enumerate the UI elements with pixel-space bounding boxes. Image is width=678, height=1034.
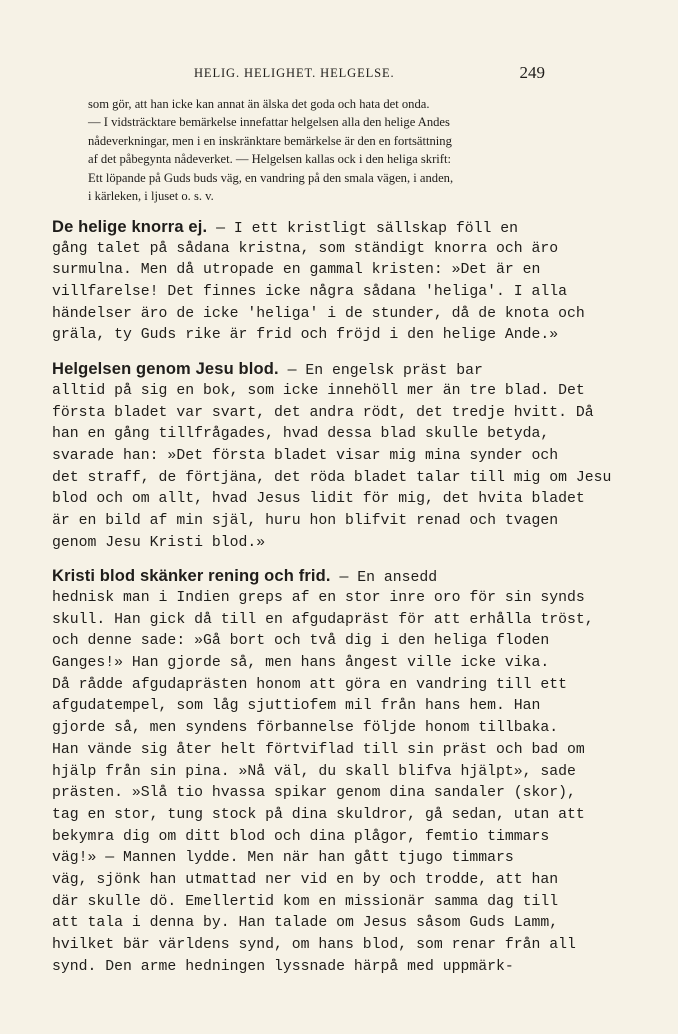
section-helgelsen-genom-jesu-blod <box>52 359 612 554</box>
text-line: genom Jesu Kristi blod.» <box>52 534 266 551</box>
section-gap <box>52 347 545 359</box>
text-line: Ett löpande på Guds buds väg, en vandring på den smala vägen, i anden, <box>88 170 454 185</box>
header-title: HELIG. HELIGHET. HELGELSE. <box>194 66 395 80</box>
text-line: Han vände sig åter helt förtviflad till sin präst och bad om <box>52 741 585 758</box>
text-line: synd. Den arme hedningen lyssnade härpå med uppmärk- <box>52 958 514 975</box>
text-line: Då rådde afgudaprästen honom att göra en vandring till ett <box>52 676 568 693</box>
text-line: Ganges!» Han gjorde så, men hans ångest ville icke vika. <box>52 655 550 672</box>
text-line: afgudatempel, som låg sjuttiofem mil från hans hem. Han <box>52 698 541 715</box>
text-line: väg!» — Mannen lydde. Men när han gått tjugo timmars <box>52 850 514 867</box>
text-line: det straff, de förtjäna, det röda bladet talar till mig om Jesu <box>52 469 612 486</box>
section-de-helige-knorra-ej <box>52 217 585 347</box>
page-number: 249 <box>519 63 545 82</box>
text-line: gång talet på sådana kristna, som ständigt knorra och äro <box>52 240 559 257</box>
text-line: väg, sjönk han utmattad ner vid en by och trodde, att han <box>52 871 559 888</box>
text-line: hednisk man i Indien greps af en stor inre oro för sin synds <box>52 590 585 606</box>
section-heading: Kristi blod skänker rening och frid. <box>52 567 331 586</box>
text-line: att tala i denna by. Han talade om Jesus såsom Guds Lamm, <box>52 915 559 932</box>
section-first-line <box>52 566 545 588</box>
text-line-start: — En engelsk präst bar <box>278 363 483 380</box>
text-line: surmulna. Men då utropade en gammal kristen: »Det är en <box>52 262 541 279</box>
section-first-line <box>52 359 545 381</box>
intro-paragraph <box>88 95 545 205</box>
text-line: han en gång tillfrågades, hvad dessa blad skulle betyda, <box>52 426 550 443</box>
text-line: bekymra dig om ditt blod och dina plågor, femtio timmars <box>52 828 550 845</box>
text-line: hjälp från sin pina. »Nå väl, du skall blifva hjälpt», sade <box>52 763 576 780</box>
text-line: är en bild af min själ, huru hon blifvit renad och tvagen <box>52 512 559 529</box>
text-line: villfarelse! Det finnes icke några sådana 'heliga'. I alla <box>52 284 568 301</box>
text-line: hvilket bär världens synd, om hans blod, som renar från all <box>52 937 576 953</box>
text-line: gjorde så, men syndens förbannelse följde honom tillbaka. <box>52 720 559 737</box>
text-line: — I vidsträcktare bemärkelse innefattar helgelsen alla den helige Andes <box>88 115 450 130</box>
text-line: alltid på sig en bok, som icke innehöll mer än tre blad. Det <box>52 382 585 399</box>
text-line: prästen. »Slå tio hvassa spikar genom dina sandaler (skor), <box>52 785 576 802</box>
text-line: första bladet var svart, det andra rödt, det tredje hvitt. Då <box>52 404 594 421</box>
text-line: svarade han: »Det första bladet visar mig mina synder och <box>52 447 559 464</box>
section-heading: De helige knorra ej. <box>52 218 208 236</box>
text-line: tag en stor, tung stock på dina skuldror, gå sedan, utan att <box>52 806 585 823</box>
text-line: där skulle dö. Emellertid kom en missionär samma dag till <box>52 893 559 910</box>
text-line: som gör, att han icke kan annat än älska det goda och hata det onda. <box>88 97 430 111</box>
text-line: nådeverkningar, men i en inskränktare bemärkelse är den en fortsättning <box>88 133 452 148</box>
running-header <box>52 63 545 86</box>
text-line-start: — I ett kristligt sällskap föll en <box>207 221 519 237</box>
section-first-line <box>52 217 545 239</box>
text-line: händelser äro de icke 'heliga' i de stunder, då de knota och <box>52 305 585 322</box>
section-heading: Helgelsen genom Jesu blod. <box>52 360 279 379</box>
main-text <box>52 217 612 978</box>
text-line: gräla, ty Guds rike är frid och fröjd i den helige Ande.» <box>52 327 559 344</box>
text-line: blod och om allt, hvad Jesus lidit för mig, det hvita bladet <box>52 491 585 508</box>
text-line: af det påbegynta nådeverket. — Helgelsen kallas ock i den heliga skrift: <box>88 152 451 167</box>
text-line: och denne sade: »Gå bort och två dig i den heliga floden <box>52 633 550 650</box>
text-line: i kärleken, i ljuset o. s. v. <box>88 188 214 203</box>
text-line: skull. Han gick då till en afgudapräst för att erhålla tröst, <box>52 611 594 628</box>
section-kristi-blod-skanker-rening <box>52 566 594 978</box>
section-gap <box>52 554 545 566</box>
text-line-start: — En ansedd <box>330 570 438 587</box>
